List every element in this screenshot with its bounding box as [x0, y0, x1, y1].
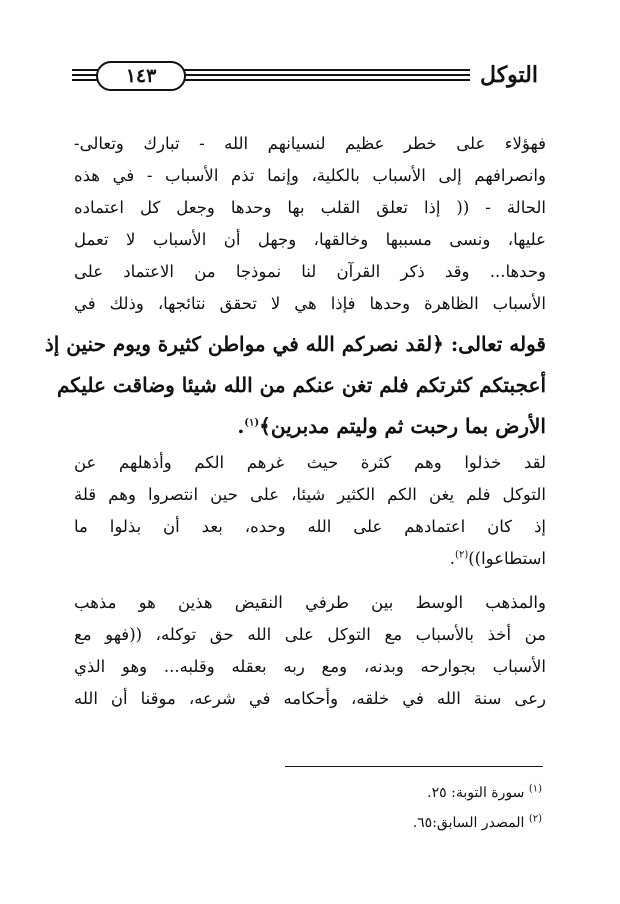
page-number: ١٤٣	[96, 61, 186, 91]
text-line: إذ كان اعتمادهم على الله وحده، بعد أن بذلوا ما	[74, 517, 546, 536]
text-line: والمذهب الوسط بين طرفي النقيض هذين هو مذهب	[74, 593, 546, 612]
footnote	[242, 778, 542, 808]
verse-line: أعجبتكم كثرتكم فلم تغن عنكم من الله شيئا وضاقت عليكم	[57, 373, 546, 397]
text-line: عليها، ونسى مسببها وخالقها، وجهل أن الأسباب لا تعمل	[74, 230, 546, 249]
running-header	[72, 58, 542, 92]
text-line: رعى سنة الله في خلقه، وأحكامه في شرعه، موقنا أن الله	[74, 689, 546, 708]
footnote-mark: (٢)	[528, 813, 542, 825]
chapter-title: التوكل	[470, 60, 542, 90]
footnote-mark: (١)	[528, 783, 542, 795]
footnote-ref: (٢)	[455, 549, 469, 561]
verse-line: قوله تعالى: ﴿لقد نصركم الله في مواطن كثيرة ويوم حنين إذ	[44, 332, 546, 356]
verse-line: الأرض بما رحبت ثم وليتم مدبرين﴾$^{(١)}$.	[237, 414, 546, 438]
body-text	[44, 128, 546, 715]
verse-text: الأرض بما رحبت ثم وليتم مدبرين﴾	[259, 414, 546, 438]
text-line: الحالة - (( إذا تعلق القلب بها وحدها وجعل كل اعتماده	[74, 198, 546, 217]
text-line: من أخذ بالأسباب مع التوكل على الله حق توكله، ((فهو مع	[74, 625, 546, 644]
footnote-separator	[285, 766, 543, 767]
footnote	[242, 808, 542, 838]
paragraph-3	[74, 587, 546, 715]
sentence-end: .	[449, 549, 456, 568]
text-line: التوكل فلم يغن الكم الكثير شيئا، على حين انتصروا وهم قلة	[74, 485, 546, 504]
text-fragment: استطاعوا))	[468, 549, 546, 568]
quran-verse	[44, 324, 546, 447]
text-line: وانصرافهم إلى الأسباب بالكلية، وإنما تذم الأسباب - في هذه	[74, 166, 546, 185]
text-line: الأسباب الظاهرة وحدها فإذا هي لا تحقق نتائجها، وذلك في	[74, 294, 546, 313]
text-line: فهؤلاء على خطر عظيم لنسيانهم الله - تبارك وتعالى-	[74, 134, 546, 153]
footnote-text: المصدر السابق:٦٥.	[412, 815, 525, 831]
text-line: لقد خذلوا وهم كثرة حيث غرهم الكم وأذهلهم عن	[74, 453, 546, 472]
footnote-text: سورة التوبة: ٢٥.	[427, 785, 525, 801]
footnote-ref: (١)	[244, 417, 260, 429]
paragraph-1	[74, 128, 546, 320]
text-line	[74, 543, 546, 575]
paragraph-2	[74, 447, 546, 575]
text-line: وحدها... وقد ذكر القرآن لنا نموذجا من الاعتماد على	[74, 262, 546, 281]
footnotes	[242, 778, 542, 838]
text-line: الأسباب بجوارحه وبدنه، ومع ربه بعقله وقلبه... وهو الذي	[74, 657, 546, 676]
